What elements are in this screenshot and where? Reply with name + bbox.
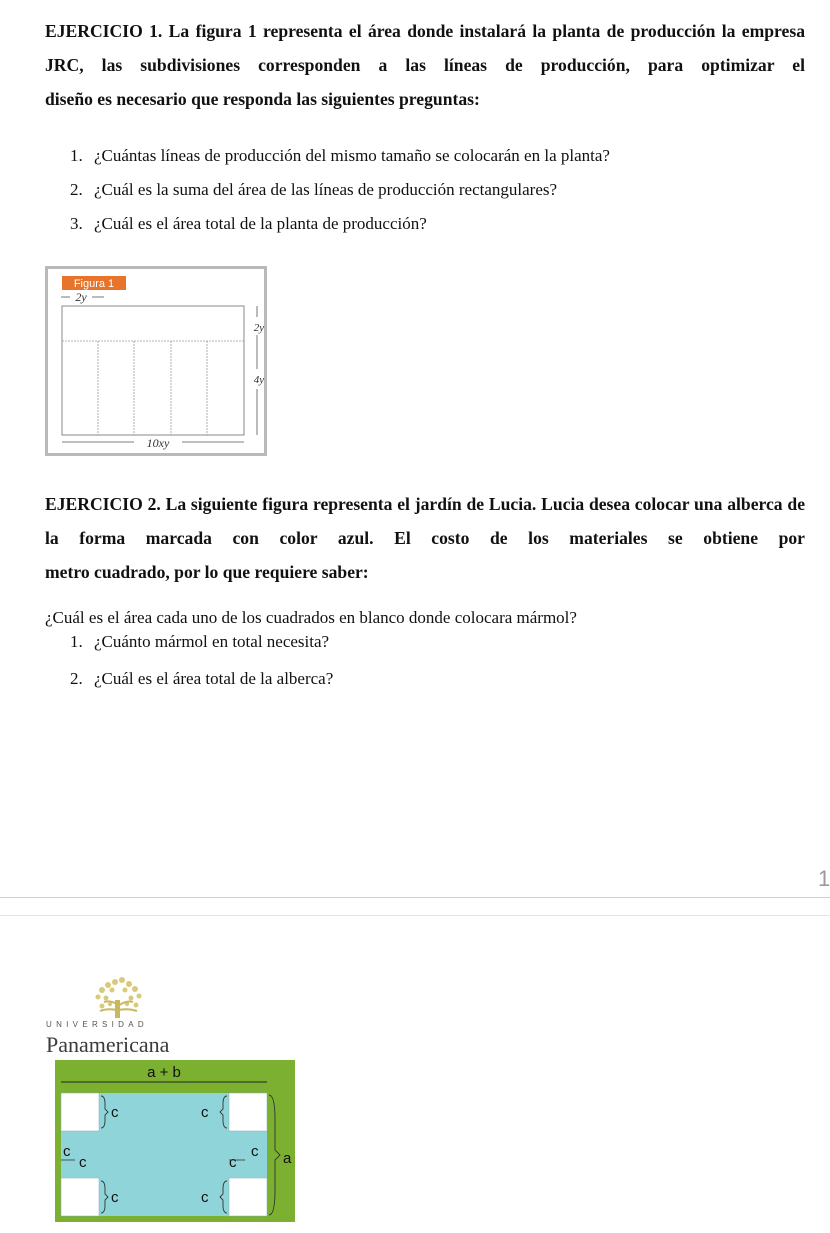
plant-outline [62, 306, 244, 435]
exercise-2-question-2 [70, 669, 333, 689]
garden-c-label: c [79, 1154, 87, 1171]
marble-square [229, 1093, 267, 1131]
garden-figure [55, 1060, 295, 1222]
exercise-1-question-2 [70, 180, 557, 200]
garden-c-label: c [201, 1104, 209, 1121]
page-number: 1 [818, 866, 830, 891]
question-number: 2. [70, 180, 83, 199]
logo-name: Panamericana [46, 1032, 170, 1057]
garden-c-label: c [251, 1143, 259, 1160]
garden-top-label: a + b [147, 1064, 181, 1081]
question-number: 3. [70, 214, 83, 233]
question-number: 1. [70, 632, 83, 651]
exercise-2-question-1 [70, 632, 329, 652]
figure-1-bottom-label: 10xy [146, 436, 170, 450]
garden-c-label: c [201, 1189, 209, 1206]
exercise-1-line-1: EJERCICIO 1. La figura 1 representa el área donde instalará la planta de producción la [45, 21, 736, 41]
page-divider [0, 897, 830, 898]
garden-c-label: c [111, 1104, 119, 1121]
marble-square [61, 1093, 99, 1131]
marble-square [61, 1178, 99, 1216]
exercise-1-line-2: empresa JRC, las subdivisiones corresponden a las líneas de producción, para optimizar el [45, 21, 805, 75]
marble-square [229, 1178, 267, 1216]
exercise-2-statement [45, 487, 805, 589]
exercise-1-question-3 [70, 214, 427, 234]
question-text: ¿Cuál es el área total de la alberca? [94, 669, 334, 688]
question-number: 1. [70, 146, 83, 165]
logo-university-text: UNIVERSIDAD [46, 1020, 148, 1029]
exercise-1-question-1 [70, 146, 610, 166]
exercise-2-line-2: alberca de la forma marcada con color azul. El costo de los materiales se obtiene por [45, 494, 806, 548]
question-text: ¿Cuánto mármol en total necesita? [94, 632, 330, 651]
question-number: 2. [70, 669, 83, 688]
figure-1-right-top-label: 2y [253, 322, 264, 334]
figure-1-title: Figura 1 [73, 278, 115, 290]
question-text: ¿Cuál es el área total de la planta de producción? [94, 214, 427, 233]
page-divider [0, 915, 830, 916]
garden-c-label: c [63, 1143, 71, 1160]
garden-side-label: a [283, 1150, 292, 1167]
exercise-2-line-1: EJERCICIO 2. La siguiente figura representa el jardín de Lucia. Lucia desea colocar una [45, 494, 723, 514]
exercise-2-line-3: metro cuadrado, por lo que requiere saber: [45, 562, 369, 582]
question-text: ¿Cuántas líneas de producción del mismo tamaño se colocarán en la planta? [94, 146, 610, 165]
garden-c-label: c [229, 1154, 237, 1171]
exercise-1-line-3: diseño es necesario que responda las siguientes preguntas: [45, 89, 480, 109]
exercise-2-intro: ¿Cuál es el área cada uno de los cuadrados en blanco donde colocara mármol? [45, 608, 577, 627]
figure-1-right-bottom-label: 4y [253, 374, 264, 386]
garden-c-label: c [111, 1189, 119, 1206]
question-text: ¿Cuál es la suma del área de las líneas de producción rectangulares? [94, 180, 558, 199]
exercise-1-statement [45, 14, 805, 116]
figure-1 [45, 266, 267, 456]
figure-1-top-label: 2y [75, 290, 87, 304]
tree-icon [96, 977, 142, 1018]
